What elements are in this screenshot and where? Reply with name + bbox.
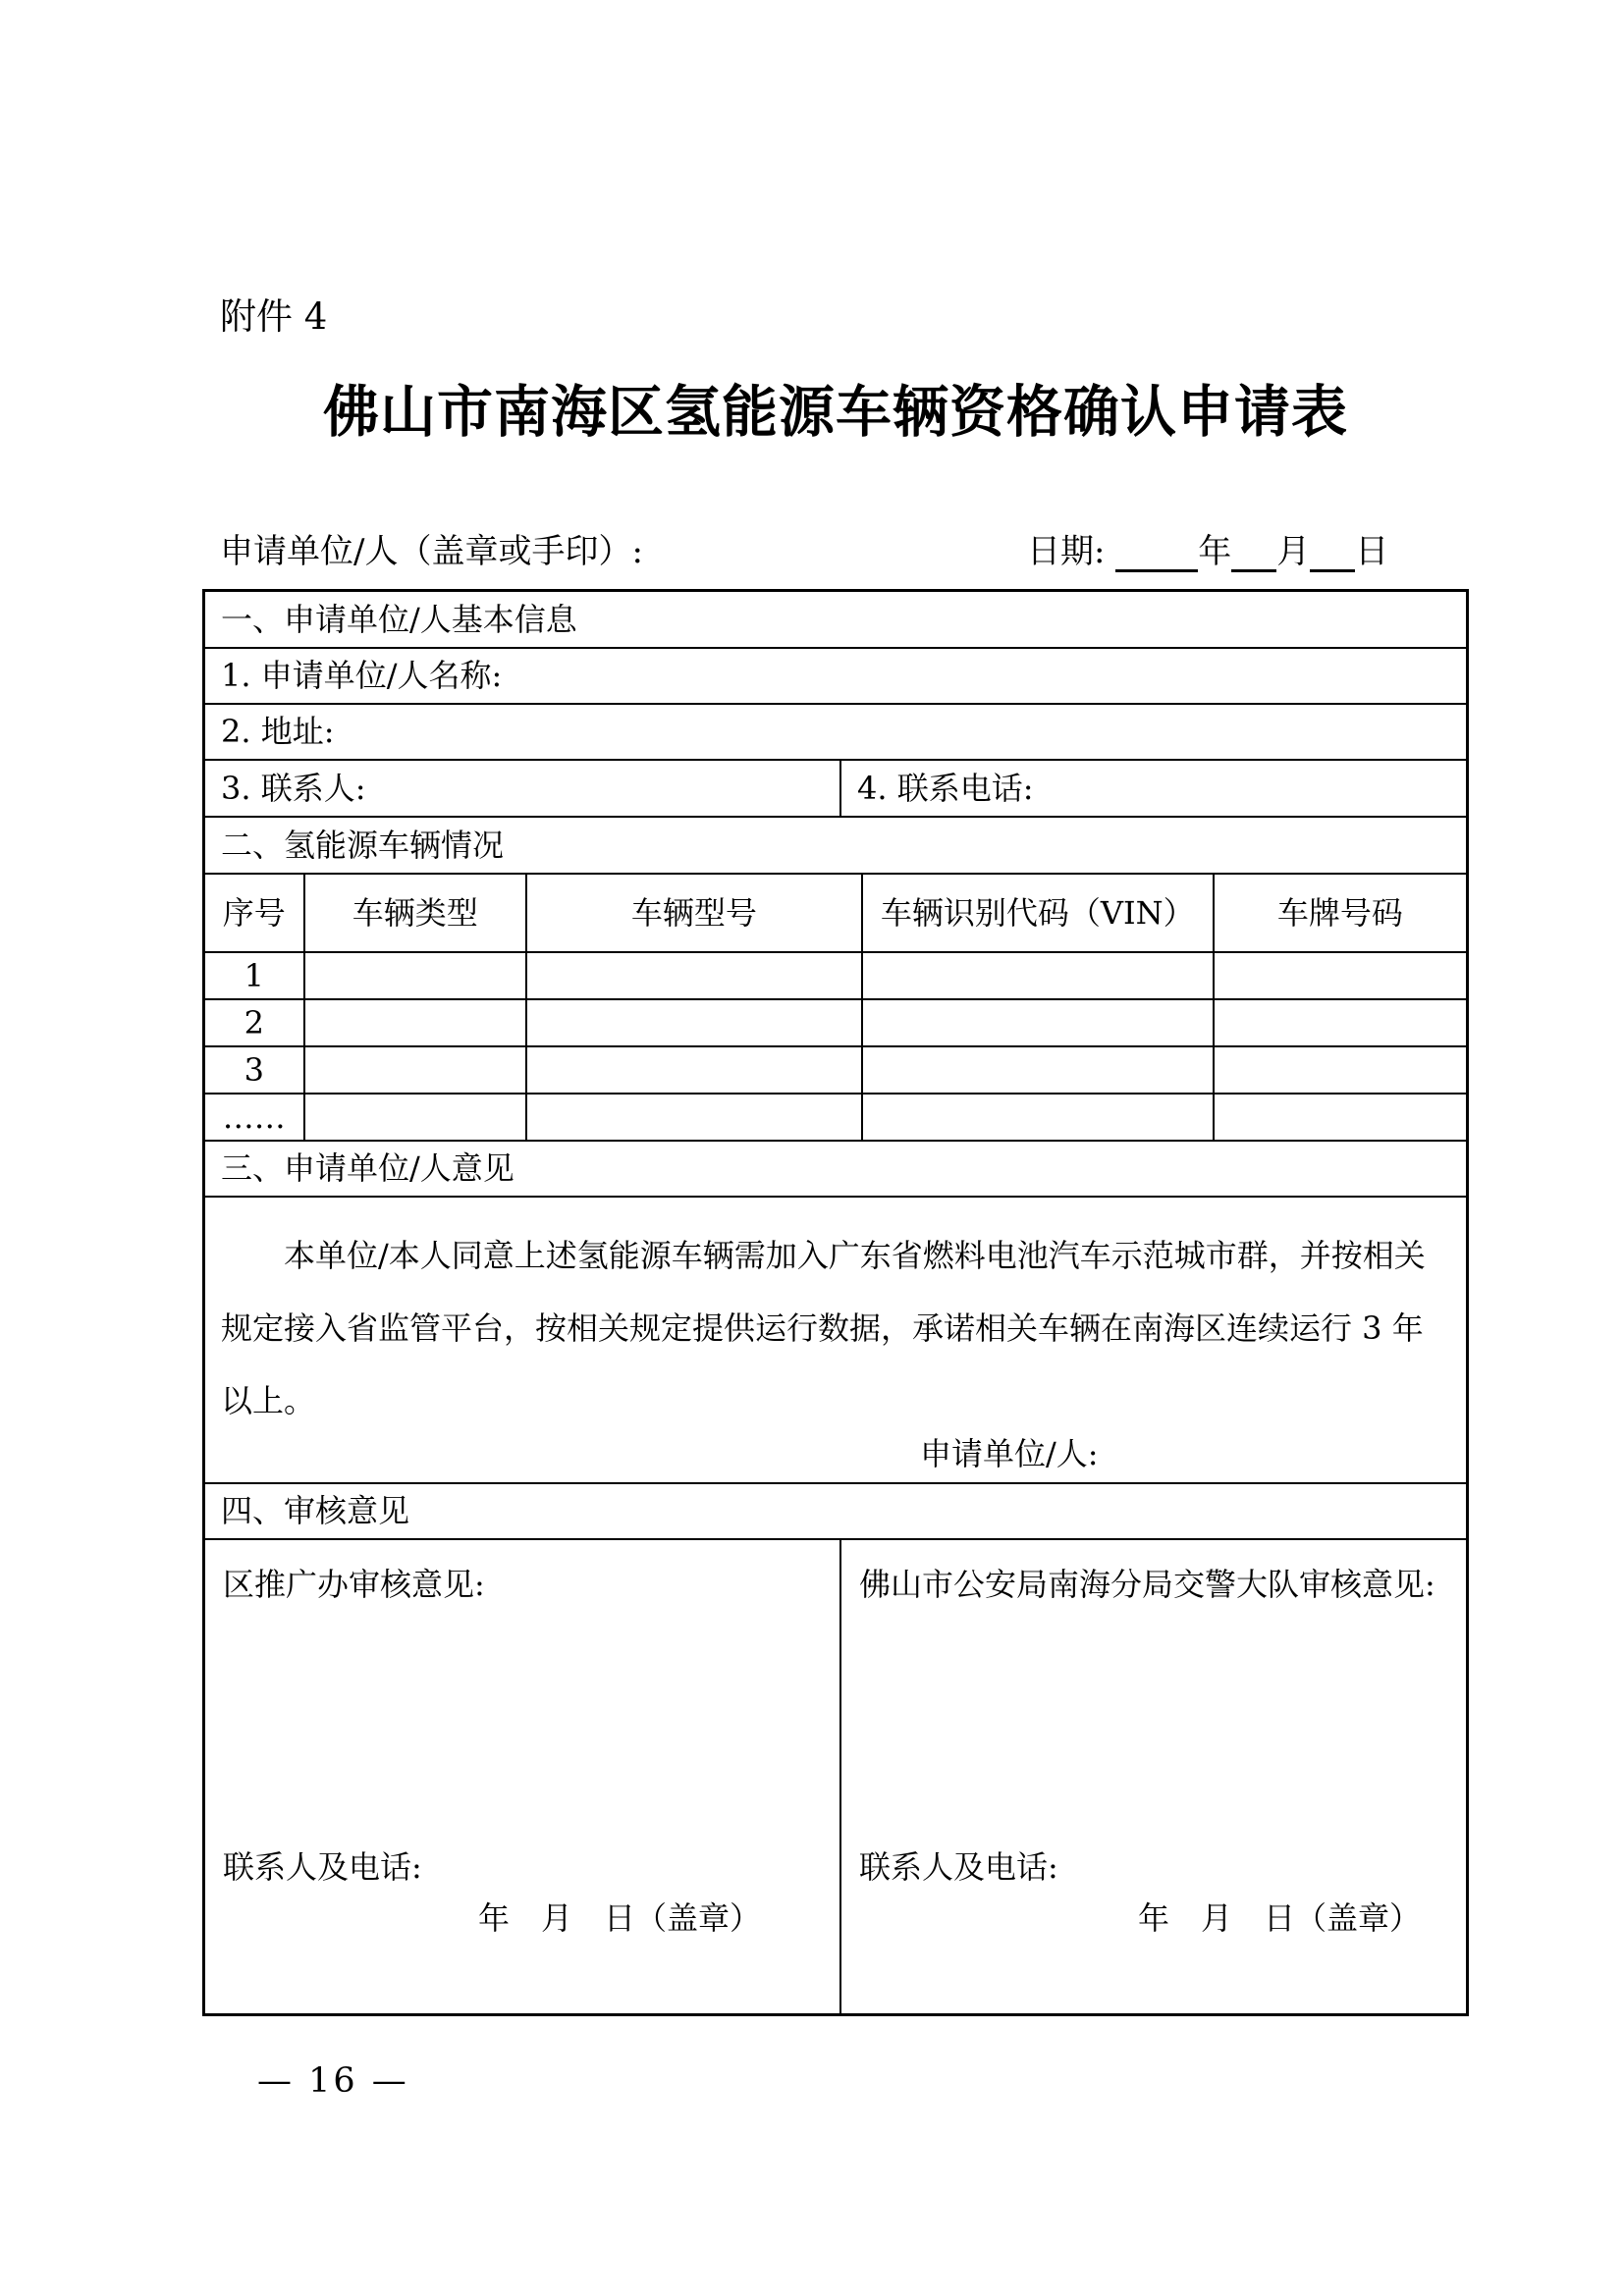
cell-plate <box>1213 1000 1466 1045</box>
cell-model <box>525 1095 861 1140</box>
column-header-model: 车辆型号 <box>525 875 861 951</box>
cell-no: 1 <box>244 956 264 994</box>
opinion-statement-line2: 规定接入省监管平台，按相关规定提供运行数据，承诺相关车辆在南海区连续运行 3 年 <box>221 1309 1424 1347</box>
column-header-plate: 车牌号码 <box>1213 875 1466 951</box>
cell-vin <box>861 1095 1213 1140</box>
police-review-cell <box>839 1540 1466 2013</box>
date-label: 日期: <box>1027 532 1106 571</box>
district-contact-label: 联系人及电话: <box>223 1848 422 1886</box>
applicant-name-label: 1. 申请单位/人名称: <box>221 657 503 695</box>
date-year-blank <box>1115 534 1198 572</box>
cell-type <box>303 1000 526 1045</box>
vehicle-row-3 <box>205 1045 1466 1093</box>
review-row <box>205 1538 1466 2013</box>
attachment-label: 附件 4 <box>220 295 328 338</box>
column-header-no: 序号 <box>222 893 286 932</box>
vehicle-row-ellipsis <box>205 1093 1466 1140</box>
cell-model <box>525 1047 861 1093</box>
section3-header: 三、申请单位/人意见 <box>205 1140 1466 1196</box>
date-month-blank <box>1231 534 1276 572</box>
date-day-blank <box>1310 534 1355 572</box>
police-review-title: 佛山市公安局南海分局交警大队审核意见: <box>859 1566 1435 1603</box>
applicant-seal-label: 申请单位/人（盖章或手印）: <box>220 532 643 571</box>
contact-phone-row <box>205 759 1466 816</box>
district-seal-date-line: 年 月 日（盖章） <box>478 1899 762 1937</box>
cell-plate <box>1213 953 1466 998</box>
cell-no: 2 <box>244 1003 264 1041</box>
police-seal-date-line: 年 月 日（盖章） <box>1138 1899 1422 1937</box>
address-row <box>205 703 1466 759</box>
phone-cell <box>839 761 1466 816</box>
date-day-unit: 日 <box>1355 532 1389 571</box>
cell-plate <box>1213 1095 1466 1140</box>
date-month-unit: 月 <box>1276 532 1311 571</box>
date-line <box>1027 524 1388 572</box>
contact-label: 3. 联系人: <box>221 769 366 807</box>
cell-no: 3 <box>244 1050 264 1089</box>
cell-model <box>525 953 861 998</box>
opinion-statement-line3: 以上。 <box>221 1382 316 1419</box>
applicant-name-row <box>205 647 1466 703</box>
cell-type <box>303 1047 526 1093</box>
cell-no: …… <box>222 1097 286 1136</box>
police-contact-label: 联系人及电话: <box>859 1848 1058 1886</box>
document-title: 佛山市南海区氢能源车辆资格确认申请表 <box>323 379 1348 445</box>
vehicle-table-header <box>205 873 1466 951</box>
cell-plate <box>1213 1047 1466 1093</box>
cell-vin <box>861 953 1213 998</box>
column-header-vin: 车辆识别代码（VIN） <box>861 875 1213 951</box>
address-label: 2. 地址: <box>221 713 335 751</box>
vehicle-row-2 <box>205 998 1466 1045</box>
contact-cell <box>205 761 839 816</box>
section2-header: 二、氢能源车辆情况 <box>205 816 1466 873</box>
section4-header: 四、审核意见 <box>205 1482 1466 1538</box>
page-number: — 16 — <box>257 2061 409 2101</box>
district-review-cell <box>205 1540 839 2013</box>
section1-header: 一、申请单位/人基本信息 <box>221 600 577 638</box>
opinion-statement-line1: 本单位/本人同意上述氢能源车辆需加入广东省燃料电池汽车示范城市群，并按相关 <box>284 1237 1426 1274</box>
cell-vin <box>861 1000 1213 1045</box>
district-review-title: 区推广办审核意见: <box>223 1566 485 1603</box>
applicant-opinion-cell <box>205 1196 1466 1482</box>
phone-label: 4. 联系电话: <box>857 769 1034 807</box>
cell-model <box>525 1000 861 1045</box>
cell-vin <box>861 1047 1213 1093</box>
vehicle-row-1 <box>205 951 1466 998</box>
cell-type <box>303 953 526 998</box>
application-form-table <box>202 589 1469 2016</box>
cell-type <box>303 1095 526 1140</box>
applicant-signature-label: 申请单位/人: <box>920 1435 1099 1472</box>
date-year-unit: 年 <box>1198 532 1232 571</box>
column-header-type: 车辆类型 <box>303 875 526 951</box>
